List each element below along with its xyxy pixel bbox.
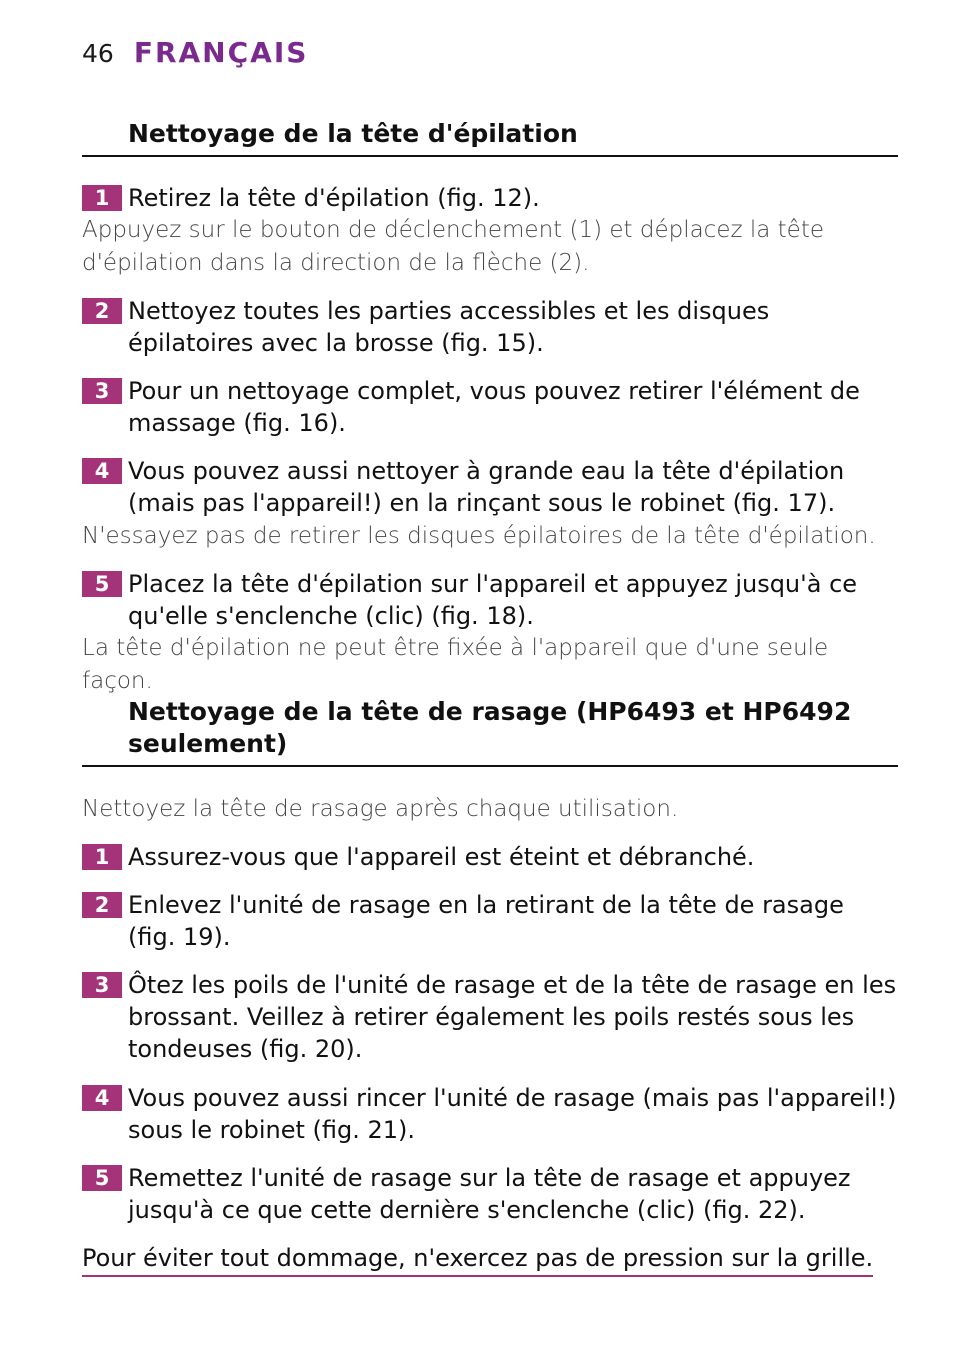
- step-note: N'essayez pas de retirer les disques épilatoires de la tête d'épilation.: [82, 523, 876, 549]
- step-text: Nettoyez toutes les parties accessibles et les disques épilatoires avec la brosse (fig. 15).: [128, 297, 770, 357]
- step-number-badge: 4: [82, 458, 122, 484]
- step-text: Enlevez l'unité de rasage en la retirant de la tête de rasage (fig. 19).: [128, 891, 844, 951]
- step-text: Vous pouvez aussi rincer l'unité de rasage (mais pas l'appareil!) sous le robinet (fig. 21).: [128, 1084, 897, 1144]
- warning-note: Pour éviter tout dommage, n'exercez pas de pression sur la grille.: [82, 1242, 873, 1277]
- step-number-badge: 3: [82, 378, 122, 404]
- step-item: [82, 182, 898, 214]
- step-number-badge: 5: [82, 1165, 122, 1191]
- step-item: [82, 295, 898, 359]
- step-item: [82, 1082, 898, 1146]
- step-item: [82, 375, 898, 439]
- step-item: [82, 969, 898, 1065]
- step-number-badge: 3: [82, 972, 122, 998]
- page-header: [82, 36, 308, 76]
- step-text: Assurez-vous que l'appareil est éteint et débranché.: [128, 843, 755, 871]
- step-number-badge: 5: [82, 571, 122, 597]
- step-item: [82, 889, 898, 953]
- step-number-badge: 1: [82, 185, 122, 211]
- step-number-badge: 2: [82, 892, 122, 918]
- section-rule: [82, 765, 898, 767]
- step-text: Retirez la tête d'épilation (fig. 12).: [128, 184, 540, 212]
- step-number-badge: 4: [82, 1085, 122, 1111]
- section-intro: Nettoyez la tête de rasage après chaque utilisation.: [82, 796, 679, 822]
- step-text: Vous pouvez aussi nettoyer à grande eau la tête d'épilation (mais pas l'appareil!) en la rinçant sous le robinet (fig. 17).: [128, 457, 845, 517]
- page-number: 46: [82, 39, 114, 68]
- step-item: [82, 455, 898, 519]
- step-number-badge: 1: [82, 844, 122, 870]
- language-heading: FRANÇAIS: [133, 36, 309, 69]
- section-title-shaving: Nettoyage de la tête de rasage (HP6493 et HP6492 seulement): [128, 697, 852, 758]
- step-item: [82, 841, 898, 873]
- step-text: Pour un nettoyage complet, vous pouvez retirer l'élément de massage (fig. 16).: [128, 377, 860, 437]
- step-note: La tête d'épilation ne peut être fixée à l'appareil que d'une seule façon.: [82, 635, 829, 694]
- section-rule: [82, 155, 898, 157]
- step-item: [82, 1162, 898, 1226]
- step-note: Appuyez sur le bouton de déclenchement (1) et déplacez la tête d'épilation dans la direction de la flèche (2).: [82, 217, 824, 276]
- step-number-badge: 2: [82, 298, 122, 324]
- section-title-epilation: Nettoyage de la tête d'épilation: [128, 119, 578, 148]
- step-text: Remettez l'unité de rasage sur la tête de rasage et appuyez jusqu'à ce que cette dernière s'enclenche (clic) (fig. 22).: [128, 1164, 851, 1224]
- step-text: Ôtez les poils de l'unité de rasage et de la tête de rasage en les brossant. Veillez à retirer également les poils restés sous les tondeuses (fig. 20).: [128, 971, 897, 1063]
- step-text: Placez la tête d'épilation sur l'appareil et appuyez jusqu'à ce qu'elle s'enclenche (clic) (fig. 18).: [128, 570, 858, 630]
- step-item: [82, 568, 898, 632]
